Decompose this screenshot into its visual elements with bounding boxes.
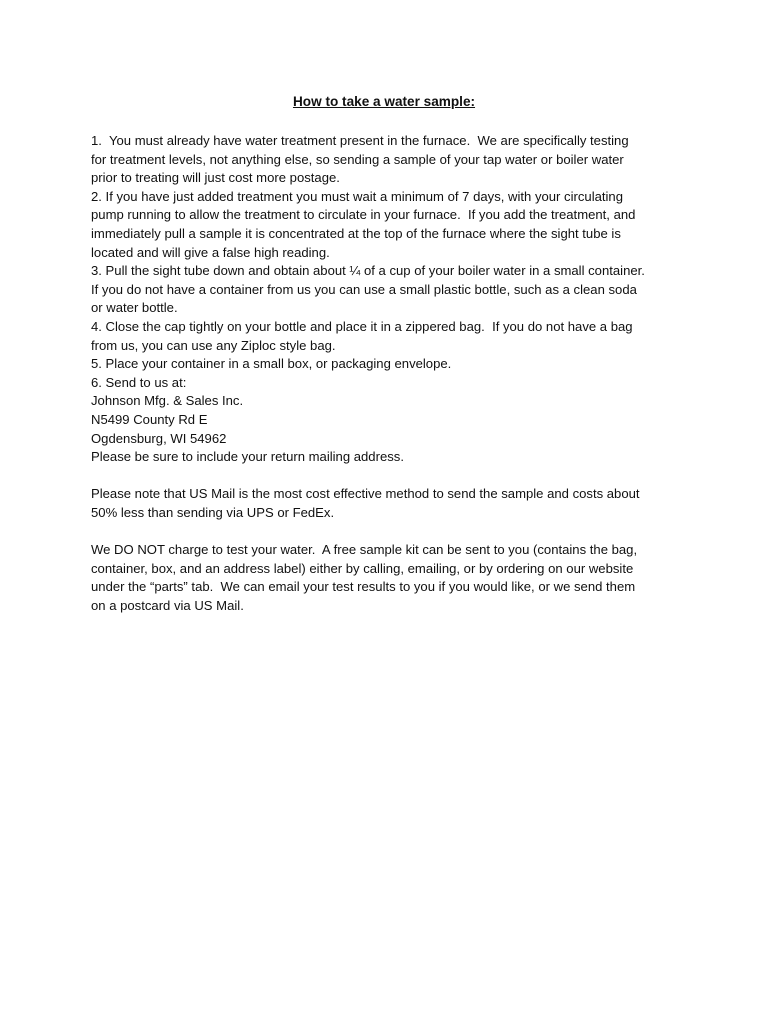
- free-kit-line-4: on a postcard via US Mail.: [91, 597, 244, 613]
- mail-note-line-1: Please note that US Mail is the most cost effective method to send the sample and costs about: [91, 486, 640, 502]
- step-2-line-3: immediately pull a sample it is concentrated at the top of the furnace where the sight tube is: [91, 225, 621, 241]
- step-4-line-2: from us, you can use any Ziploc style bag.: [91, 337, 336, 353]
- step-5-line-1: 5. Place your container in a small box, or packaging envelope.: [91, 356, 452, 372]
- free-kit-line-1: We DO NOT charge to test your water. A free sample kit can be sent to you (contains the bag,: [91, 542, 638, 558]
- return-address-note: Please be sure to include your return mailing address.: [91, 449, 404, 465]
- document-body: [91, 132, 691, 615]
- step-3-line-1: 3. Pull the sight tube down and obtain about ¼ of a cup of your boiler water in a small container.: [91, 263, 645, 279]
- step-3-line-2: If you do not have a container from us you can use a small plastic bottle, such as a clean soda: [91, 281, 637, 297]
- step-2-line-2: pump running to allow the treatment to circulate in your furnace. If you add the treatment, and: [91, 207, 636, 223]
- document-title: How to take a water sample:: [292, 94, 476, 109]
- free-kit-line-2: container, box, and an address label) either by calling, emailing, or by ordering on our website: [91, 560, 634, 576]
- step-2-line-1: 2. If you have just added treatment you must wait a minimum of 7 days, with your circulating: [91, 188, 623, 204]
- step-1-line-2: for treatment levels, not anything else, so sending a sample of your tap water or boiler water: [91, 151, 624, 167]
- step-1-line-3: prior to treating will just cost more postage.: [91, 170, 340, 186]
- address-city: Ogdensburg, WI 54962: [91, 430, 227, 446]
- address-company: Johnson Mfg. & Sales Inc.: [91, 393, 244, 409]
- step-3-line-3: or water bottle.: [91, 300, 178, 316]
- mail-note-line-2: 50% less than sending via UPS or FedEx.: [91, 504, 335, 520]
- address-street: N5499 County Rd E: [91, 411, 208, 427]
- step-4-line-1: 4. Close the cap tightly on your bottle and place it in a zippered bag. If you do not have a bag: [91, 318, 633, 334]
- step-6-line-1: 6. Send to us at:: [91, 374, 187, 390]
- step-1-line-1: 1. You must already have water treatment present in the furnace. We are specifically testing: [91, 133, 629, 148]
- paragraph-spacer: [91, 522, 691, 541]
- paragraph-spacer: [91, 467, 691, 486]
- free-kit-line-3: under the “parts” tab. We can email your test results to you if you would like, or we send them: [91, 579, 636, 595]
- step-2-line-4: located and will give a false high reading.: [91, 244, 330, 260]
